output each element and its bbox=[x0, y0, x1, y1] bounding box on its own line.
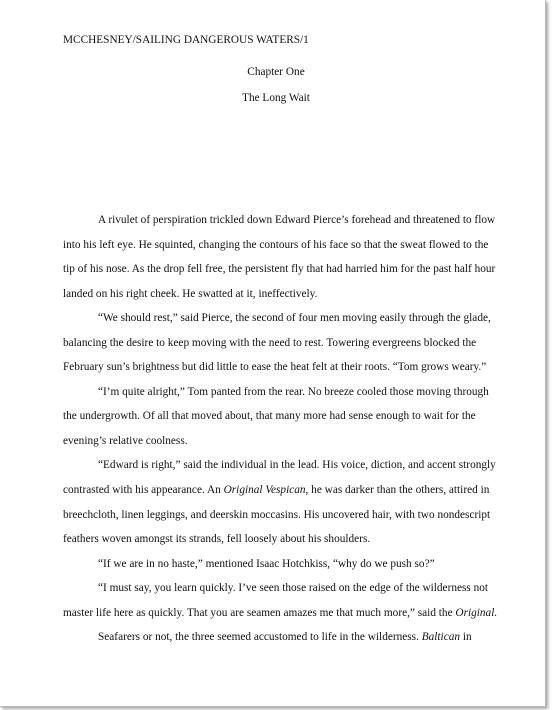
running-header: MCCHESNEY/SAILING DANGEROUS WATERS/1 bbox=[63, 34, 309, 46]
paragraph-5 bbox=[63, 552, 503, 577]
paragraph-2 bbox=[63, 306, 503, 380]
text-line: feathers woven amongst its strands, fell loosely about his shoulders. bbox=[63, 533, 371, 546]
italic-term: Original. bbox=[455, 606, 498, 619]
italic-term: Baltican bbox=[421, 631, 461, 644]
text-line: “We should rest,” said Pierce, the second of four men moving easily through the glade, bbox=[98, 312, 491, 325]
chapter-number: Chapter One bbox=[247, 66, 305, 78]
text-line bbox=[63, 625, 503, 650]
text-fragment: , he was darker than the others, attired in bbox=[305, 484, 490, 497]
text-line: “I’m quite alright,” Tom panted from the rear. No breeze cooled those moving through bbox=[98, 385, 489, 398]
text-line: evening’s relative coolness. bbox=[63, 434, 188, 447]
text-line: balancing the desire to keep moving with the need to rest. Towering evergreens blocked the bbox=[63, 336, 477, 349]
text-line: breechcloth, linen leggings, and deerskin moccasins. His uncovered hair, with two nondescript bbox=[63, 508, 491, 521]
italic-term: Original Vespican bbox=[223, 484, 306, 497]
text-line bbox=[63, 478, 503, 503]
paragraph-7 bbox=[63, 625, 503, 650]
paragraph-3 bbox=[63, 380, 503, 454]
text-fragment: master life here as quickly. That you are seamen amazes me that much more,” said the bbox=[63, 606, 456, 619]
paragraph-1 bbox=[63, 208, 503, 306]
text-line: landed on his right cheek. He swatted at it, ineffectively. bbox=[63, 287, 318, 300]
text-line: the undergrowth. Of all that moved about, that many more had sense enough to wait for the bbox=[63, 410, 476, 423]
text-line: tip of his nose. As the drop fell free, the persistent fly that had harried him for the past half hour bbox=[63, 263, 496, 276]
text-line: into his left eye. He squinted, changing the contours of his face so that the sweat flowed to the bbox=[63, 238, 489, 251]
text-fragment: Seafarers or not, the three seemed accustomed to life in the wilderness. bbox=[98, 631, 422, 644]
paragraph-6 bbox=[63, 576, 503, 625]
text-fragment: contrasted with his appearance. An bbox=[63, 484, 224, 497]
text-line: “Edward is right,” said the individual in the lead. His voice, diction, and accent strongly bbox=[98, 459, 496, 472]
chapter-title: The Long Wait bbox=[242, 92, 310, 104]
paragraph-4 bbox=[63, 453, 503, 551]
text-line: February sun’s brightness but did little to ease the heat felt at their roots. “Tom grows weary.” bbox=[63, 361, 487, 374]
body-text bbox=[63, 208, 503, 650]
text-line bbox=[63, 601, 503, 626]
text-line: A rivulet of perspiration trickled down Edward Pierce’s forehead and threatened to flow bbox=[98, 214, 496, 226]
text-line: “I must say, you learn quickly. I’ve seen those raised on the edge of the wilderness not bbox=[98, 582, 489, 595]
text-line: “If we are in no haste,” mentioned Isaac Hotchkiss, “why do we push so?” bbox=[98, 557, 435, 570]
text-fragment: in bbox=[460, 631, 472, 644]
